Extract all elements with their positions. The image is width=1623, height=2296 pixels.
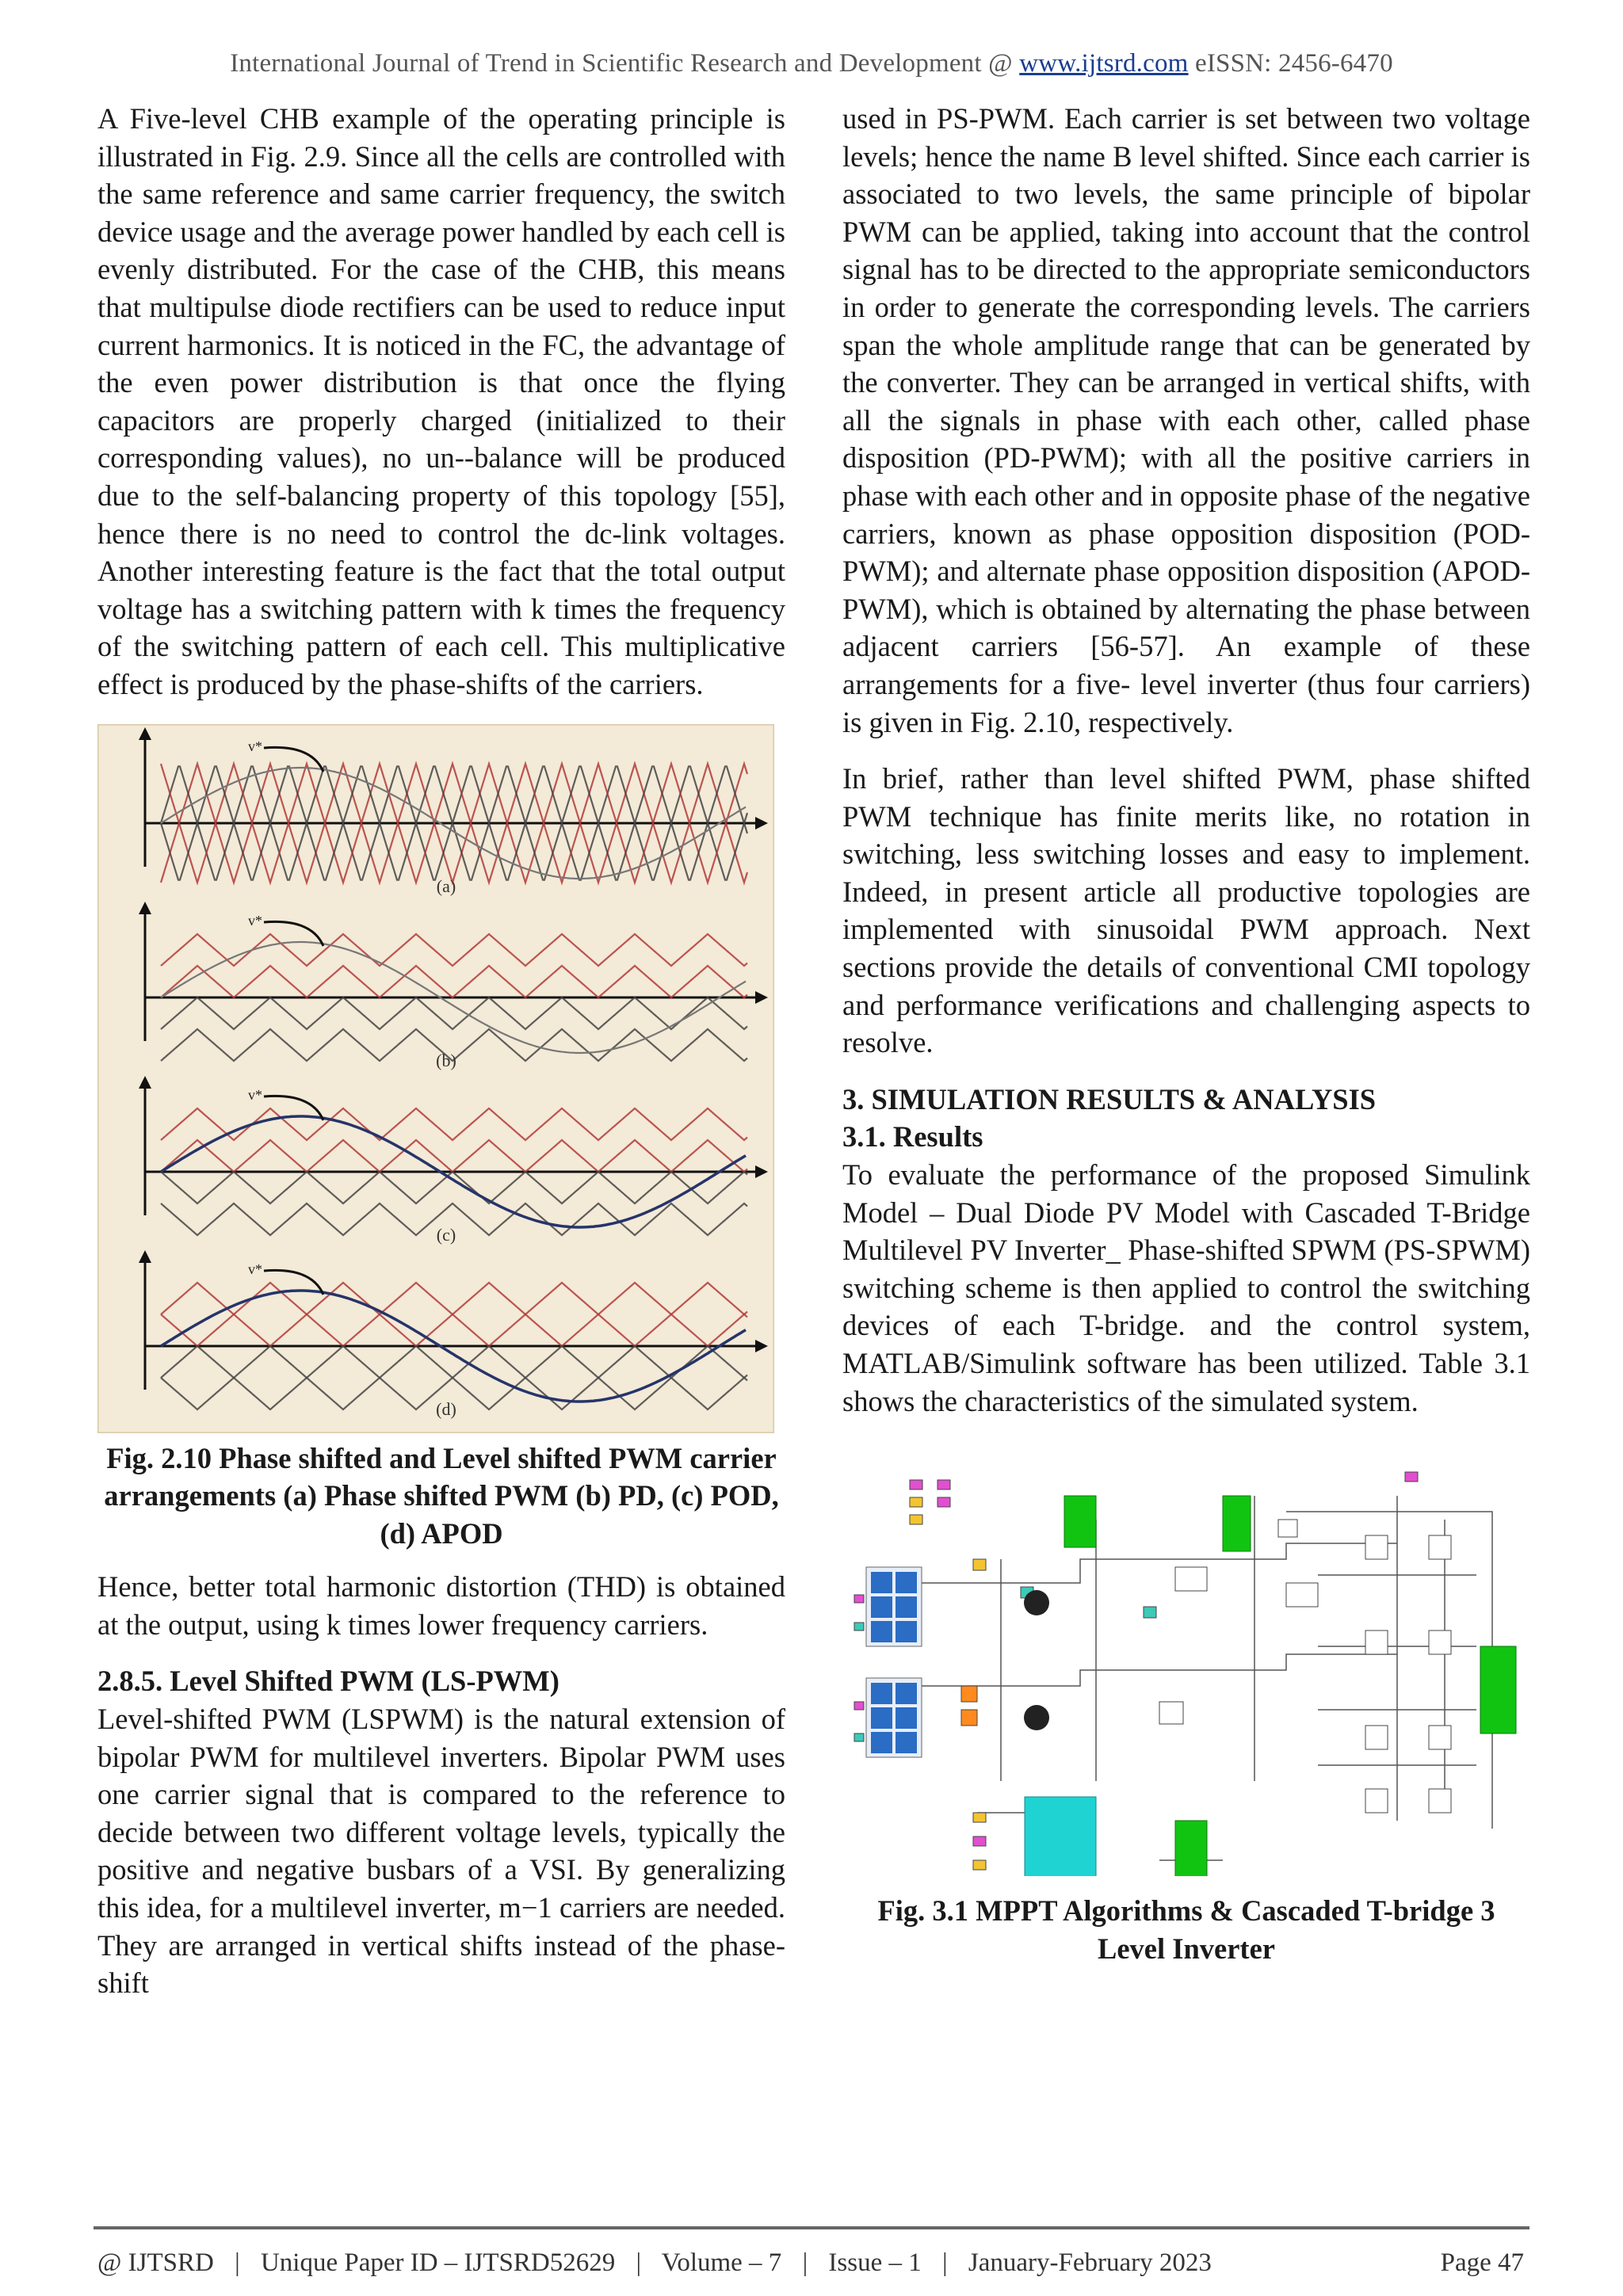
panel-label: (c) (436, 1224, 456, 1245)
reference-label: v* (248, 912, 262, 929)
left-paragraph-1: A Five-level CHB example of the operating principle is illustrated in Fig. 2.9. Since all the cells are controlled with the same reference and same carrier frequency, the switch device usage and the average power handled by each cell is evenly distributed. For the case of the CHB, this means that multipulse diode rectifiers can be used to reduce input current harmonics. It is noticed in the FC, the advantage of the even power distribution is that once the flying capacitors are properly charged (initialized to their corresponding values), no un--balance will be produced due to the self-balancing property of this topology [55], hence there is no need to control the dc-link voltages. Another interesting feature is the fact that the total output voltage has a switching pattern with k times the frequency of the switching pattern of each cell. This multiplicative effect is produced by the phase-shifts of the carriers. (97, 102, 785, 700)
footer-divider (94, 2226, 1529, 2229)
section-heading-3: 3. SIMULATION RESULTS & ANALYSIS (842, 1082, 1377, 1116)
right-paragraph-1: used in PS-PWM. Each carrier is set between two voltage levels; hence the name B level shifted. Since each carrier is associated to two levels, the same principle of bipolar PWM can be applied, taking into account that the control signal has to be directed to the appropriate semiconductors in order to generate the corresponding levels. The carriers span the whole amplitude range that can be generated by the converter. They can be arranged in vertical shifts, with all the signals in phase with each other, called phase disposition (PD-PWM); with all the positive carriers in phase with each other and in opposite phase of the negative carriers, known as phase opposition disposition (POD-PWM); and alternate phase opposition disposition (APOD-PWM), which is obtained by alternating the phase between adjacent carriers [56-57]. An example of these arrangements for a five- level inverter (thus four carriers) is given in Fig. 2.10, respectively. (842, 102, 1530, 738)
footer-date: January-February 2023 (968, 2248, 1212, 2277)
footer-volume: Volume – 7 (661, 2248, 782, 2277)
footer-paper-id: Unique Paper ID – IJTSRD52629 (260, 2248, 616, 2277)
running-header (0, 49, 1623, 78)
figure-2-10-pwm-carriers (97, 724, 774, 1433)
panel-label: (b) (436, 1050, 456, 1070)
left-column (97, 100, 785, 2002)
footer-left: @ IJTSRD | Unique Paper ID – IJTSRD52629 | Volume – 7 | Issue – 1 | January-February 2023 (97, 2248, 1212, 2277)
footer-page-number: Page 47 (1440, 2248, 1524, 2277)
left-paragraph-2: Hence, better total harmonic distortion (THD) is obtained at the output, using k times lower frequency carriers. (97, 1570, 785, 1641)
header-journal: International Journal of Trend in Scientific Research and Development @ (230, 49, 1013, 78)
right-paragraph-3: To evaluate the performance of the proposed Simulink Model – Dual Diode PV Model with Cascaded T-Bridge Multilevel PV Inverter_ Phase-shifted SPWM (PS-SPWM) switching scheme is then applied to control the switching devices of each T-bridge. and the control system, MATLAB/Simulink software has been utilized. Table 3.1 shows the characteristics of the simulated system. (842, 1158, 1530, 1417)
footer-journal: @ IJTSRD (97, 2248, 214, 2277)
section-heading-3-1: 3.1. Results (842, 1120, 983, 1154)
panel-label: (d) (436, 1398, 456, 1419)
section-heading-2-8-5: 2.8.5. Level Shifted PWM (LS-PWM) (97, 1665, 559, 1698)
right-column (842, 100, 1530, 1967)
figure-3-1-caption: Fig. 3.1 MPPT Algorithms & Cascaded T-bridge 3 Level Inverter (877, 1894, 1495, 1965)
reference-label: v* (248, 1261, 262, 1277)
figure-3-1-simulink-model (842, 1448, 1530, 1876)
footer-issue: Issue – 1 (828, 2248, 922, 2277)
page-footer (97, 2248, 1524, 2278)
reference-label: v* (248, 1086, 262, 1103)
right-paragraph-2: In brief, rather than level shifted PWM, phase shifted PWM technique has finite merits like, no rotation in switching, less switching losses and easy to implement. Indeed, in present article all productive topologies are implemented with sinusoidal PWM approach. Next sections provide the details of conventional CMI topology and performance verifications and challenging aspects to resolve. (842, 762, 1530, 1059)
header-issn: eISSN: 2456-6470 (1195, 49, 1393, 78)
left-paragraph-3: Level-shifted PWM (LSPWM) is the natural extension of bipolar PWM for multilevel inverters. Bipolar PWM uses one carrier signal that is compared to the reference to decide between two different voltage levels, typically the positive and negative busbars of a VSI. By generalizing this idea, for a multilevel inverter, m−1 carriers are needed. They are arranged in vertical shifts instead of the phase-shift (97, 1703, 785, 2000)
reference-label: v* (248, 738, 262, 754)
header-link[interactable]: www.ijtsrd.com (1019, 49, 1189, 78)
figure-2-10-caption: Fig. 2.10 Phase shifted and Level shifted PWM carrier arrangements (a) Phase shifted PWM (b) PD, (c) POD, (d) APOD (104, 1441, 779, 1550)
panel-label: (a) (436, 875, 456, 896)
